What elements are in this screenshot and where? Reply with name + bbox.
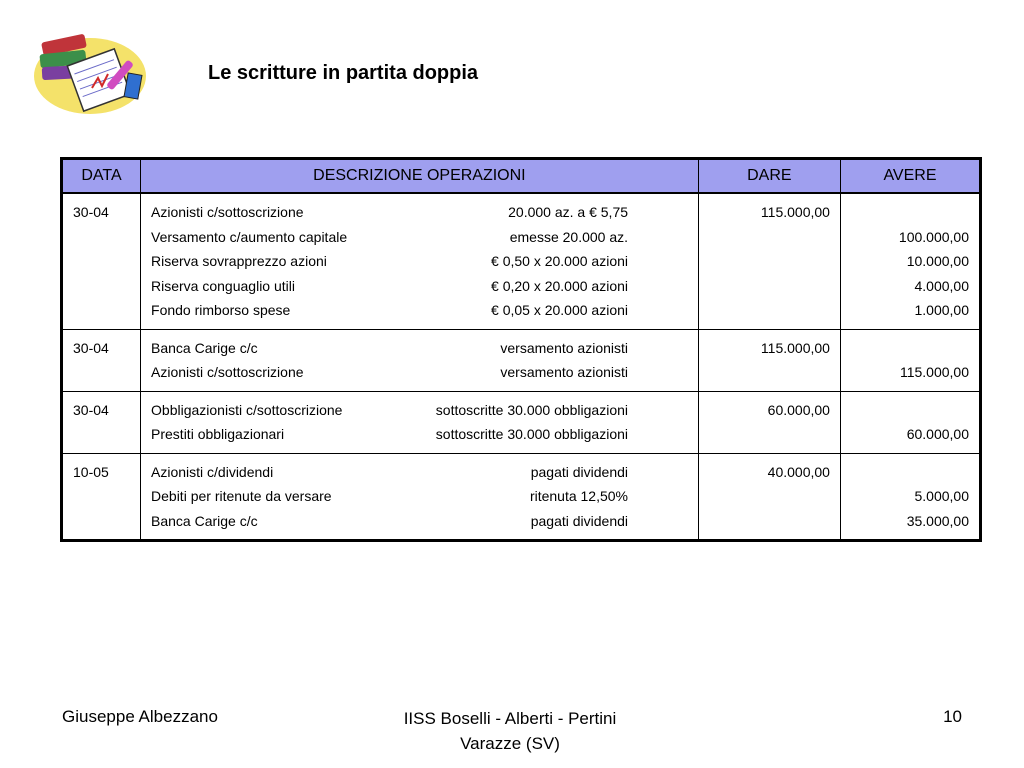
account-name: Versamento c/aumento capitale (151, 228, 348, 245)
dare-amount: 40.000,00 (767, 463, 830, 480)
entry-line (151, 360, 698, 385)
account-name: Prestiti obbligazionari (151, 426, 285, 442)
header-dare: DARE (698, 159, 840, 194)
entry-date: 30-04 (62, 193, 141, 329)
journal-entry-row (62, 391, 981, 453)
entry-line (151, 422, 698, 447)
dare-column (698, 391, 840, 453)
operation-note: pagati dividendi (530, 463, 629, 480)
avere-column (840, 453, 980, 541)
page-title: Le scritture in partita doppia (208, 62, 479, 84)
entry-description (141, 453, 699, 541)
footer-school (350, 706, 670, 756)
footer-author: Giuseppe Albezzano (62, 707, 218, 726)
dare-amount (699, 225, 830, 250)
operation-note: 20.000 az. a € 5,75 (508, 204, 629, 220)
page-number: 10 (943, 707, 962, 726)
account-name: Azionisti c/sottoscrizione (151, 204, 304, 220)
avere-amount: 100.000,00 (898, 228, 969, 245)
avere-amount: 1.000,00 (914, 302, 969, 318)
account-name: Azionisti c/dividendi (151, 463, 274, 480)
entry-description (141, 391, 699, 453)
dare-amount (699, 509, 830, 534)
account-name: Riserva sovrapprezzo azioni (151, 253, 327, 269)
avere-amount (841, 336, 969, 361)
entry-description (141, 193, 699, 329)
avere-column (840, 391, 980, 453)
dare-amount (699, 298, 830, 323)
dare-amount (699, 274, 830, 299)
entry-line (151, 200, 698, 225)
account-name: Azionisti c/sottoscrizione (151, 364, 304, 380)
operation-note: € 0,05 x 20.000 azioni (491, 302, 629, 318)
entry-line (151, 484, 698, 509)
avere-amount (841, 398, 969, 423)
entry-description (141, 329, 699, 391)
account-name: Obbligazionisti c/sottoscrizione (151, 401, 343, 418)
entry-line (151, 460, 698, 485)
entry-date: 30-04 (62, 391, 141, 453)
dare-amount (699, 422, 830, 447)
account-name: Banca Carige c/c (151, 339, 258, 356)
entry-line (151, 225, 698, 250)
journal-entry-row (62, 329, 981, 391)
avere-amount (841, 460, 969, 485)
avere-amount: 10.000,00 (906, 253, 969, 269)
header-data: DATA (62, 159, 141, 194)
operation-note: versamento azionisti (500, 339, 629, 356)
entry-line (151, 298, 698, 323)
avere-amount: 115.000,00 (899, 364, 969, 380)
header-descrizione: DESCRIZIONE OPERAZIONI (141, 159, 699, 194)
avere-amount: 5.000,00 (914, 488, 969, 504)
dare-amount: 115.000,00 (760, 204, 830, 220)
avere-column (840, 329, 980, 391)
operation-note: € 0,20 x 20.000 azioni (491, 277, 629, 294)
operation-note: ritenuta 12,50% (529, 488, 629, 504)
entry-line (151, 398, 698, 423)
dare-column (698, 329, 840, 391)
journal-entry-row (62, 453, 981, 541)
journal-entry-row (62, 193, 981, 329)
account-name: Debiti per ritenute da versare (151, 488, 332, 504)
account-name: Banca Carige c/c (151, 512, 258, 529)
entry-line (151, 249, 698, 274)
footer-school-city: Varazze (SV) (460, 734, 560, 753)
dare-column (698, 193, 840, 329)
entry-date: 30-04 (62, 329, 141, 391)
avere-amount (841, 200, 969, 225)
operation-note: sottoscritte 30.000 obbligazioni (435, 401, 629, 418)
table-header-row (62, 159, 981, 194)
dare-amount (699, 484, 830, 509)
dare-amount (699, 360, 830, 385)
dare-amount: 60.000,00 (767, 401, 830, 418)
books-notebook-icon (30, 28, 150, 116)
footer-school-name: IISS Boselli - Alberti - Pertini (403, 709, 617, 728)
avere-amount: 35.000,00 (906, 512, 969, 529)
operation-note: versamento azionisti (500, 364, 629, 380)
avere-amount: 4.000,00 (914, 277, 969, 294)
dare-amount (699, 249, 830, 274)
operation-note: emesse 20.000 az. (509, 228, 629, 245)
entry-date: 10-05 (62, 453, 141, 541)
operation-note: € 0,50 x 20.000 azioni (491, 253, 629, 269)
header-avere: AVERE (840, 159, 980, 194)
entry-line (151, 274, 698, 299)
account-name: Fondo rimborso spese (151, 302, 291, 318)
avere-column (840, 193, 980, 329)
dare-column (698, 453, 840, 541)
dare-amount: 115.000,00 (760, 339, 830, 356)
account-name: Riserva conguaglio utili (151, 277, 295, 294)
avere-amount: 60.000,00 (906, 426, 969, 442)
operation-note: sottoscritte 30.000 obbligazioni (435, 426, 629, 442)
entry-line (151, 336, 698, 361)
operation-note: pagati dividendi (530, 512, 629, 529)
journal-entries-table (60, 157, 982, 542)
entry-line (151, 509, 698, 534)
